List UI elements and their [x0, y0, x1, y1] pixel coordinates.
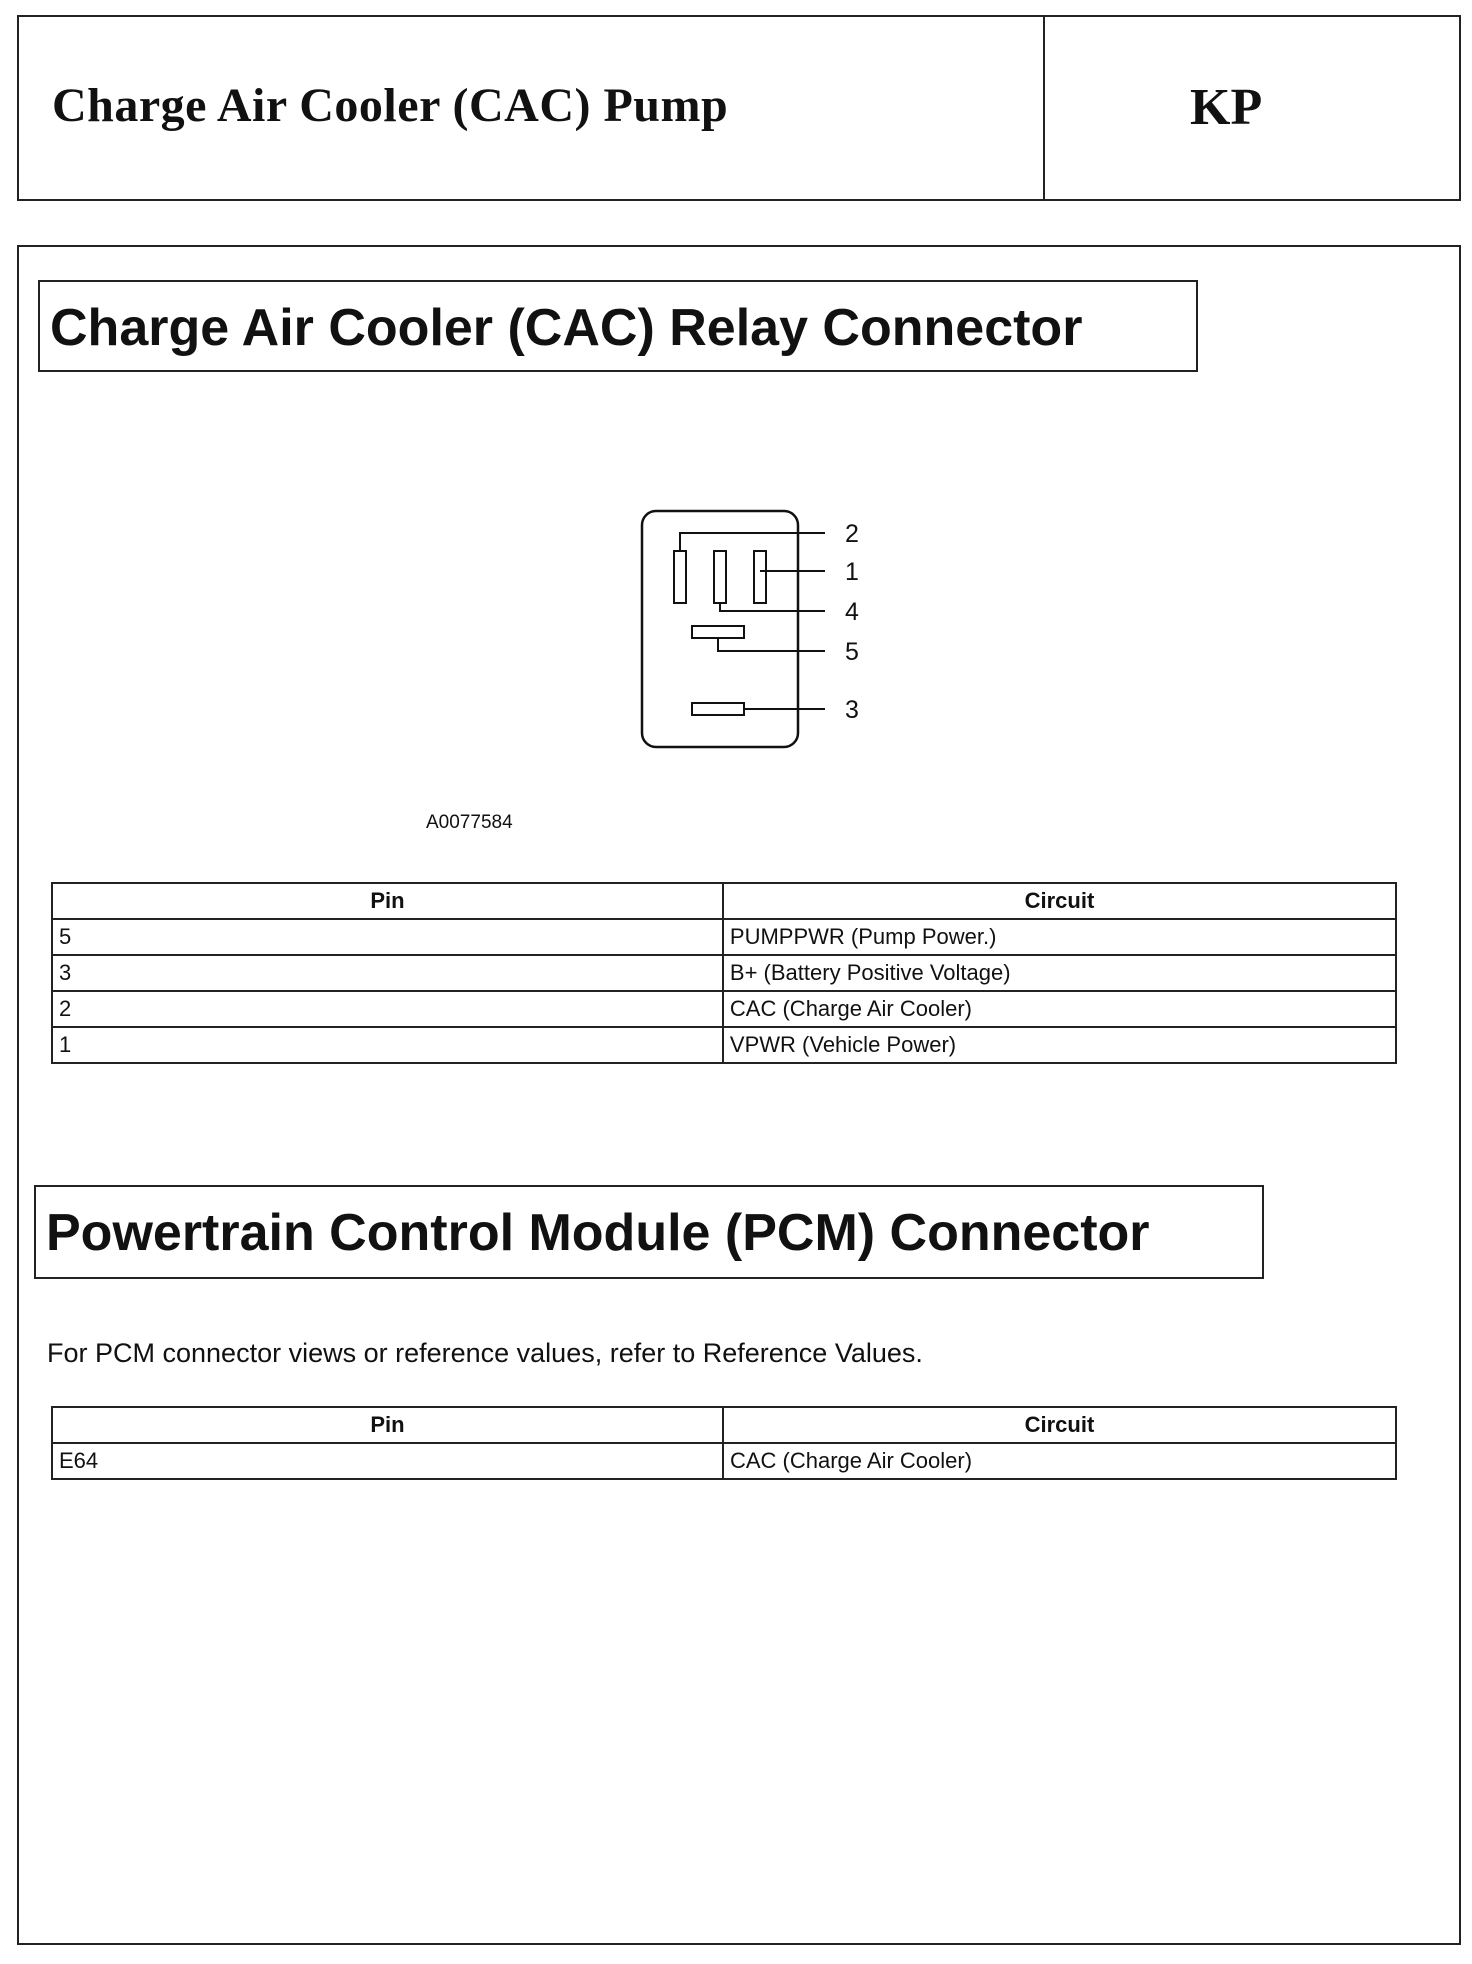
- document-code: KP: [1190, 79, 1263, 136]
- relay-connector-heading: Charge Air Cooler (CAC) Relay Connector: [38, 280, 1198, 372]
- column-header-circuit: Circuit: [723, 883, 1396, 919]
- table-row: [52, 1443, 1396, 1479]
- terminal-3: [692, 703, 744, 715]
- table-row: [52, 991, 1396, 1027]
- figure-id: A0077584: [426, 812, 513, 833]
- pin-cell: 2: [52, 991, 723, 1027]
- circuit-cell: VPWR (Vehicle Power): [723, 1027, 1396, 1063]
- pcm-connector-heading: Powertrain Control Module (PCM) Connector: [34, 1185, 1264, 1279]
- pin-label-3: 3: [845, 696, 859, 724]
- circuit-cell: CAC (Charge Air Cooler): [723, 991, 1396, 1027]
- terminal-1: [754, 551, 766, 603]
- circuit-cell: CAC (Charge Air Cooler): [723, 1443, 1396, 1479]
- circuit-cell: B+ (Battery Positive Voltage): [723, 955, 1396, 991]
- pin-label-4: 4: [845, 598, 859, 626]
- pin-cell: 3: [52, 955, 723, 991]
- pin-label-2: 2: [845, 520, 859, 548]
- content-frame: [17, 245, 1461, 1945]
- pin-label-5: 5: [845, 638, 859, 666]
- table-row: [52, 1027, 1396, 1063]
- pcm-pin-table: [51, 1406, 1397, 1480]
- table-row: [52, 955, 1396, 991]
- leader-4: [720, 603, 825, 611]
- reference-note: For PCM connector views or reference values, refer to Reference Values.: [47, 1338, 923, 1368]
- relay-connector-diagram: [620, 505, 880, 765]
- circuit-cell: PUMPPWR (Pump Power.): [723, 919, 1396, 955]
- leader-5: [718, 638, 825, 651]
- pin-cell: 5: [52, 919, 723, 955]
- column-header-pin: Pin: [52, 1407, 723, 1443]
- table-row: [52, 919, 1396, 955]
- document-title: Charge Air Cooler (CAC) Pump: [52, 79, 729, 132]
- header-divider: [1043, 17, 1045, 199]
- table-header-row: [52, 1407, 1396, 1443]
- column-header-pin: Pin: [52, 883, 723, 919]
- pin-cell: 1: [52, 1027, 723, 1063]
- connector-outline: [642, 511, 798, 747]
- relay-pin-table: [51, 882, 1397, 1064]
- column-header-circuit: Circuit: [723, 1407, 1396, 1443]
- leader-2: [680, 533, 825, 551]
- terminal-4: [714, 551, 726, 603]
- pin-cell: E64: [52, 1443, 723, 1479]
- terminal-2: [674, 551, 686, 603]
- terminal-5: [692, 626, 744, 638]
- table-header-row: [52, 883, 1396, 919]
- pin-label-1: 1: [845, 558, 859, 586]
